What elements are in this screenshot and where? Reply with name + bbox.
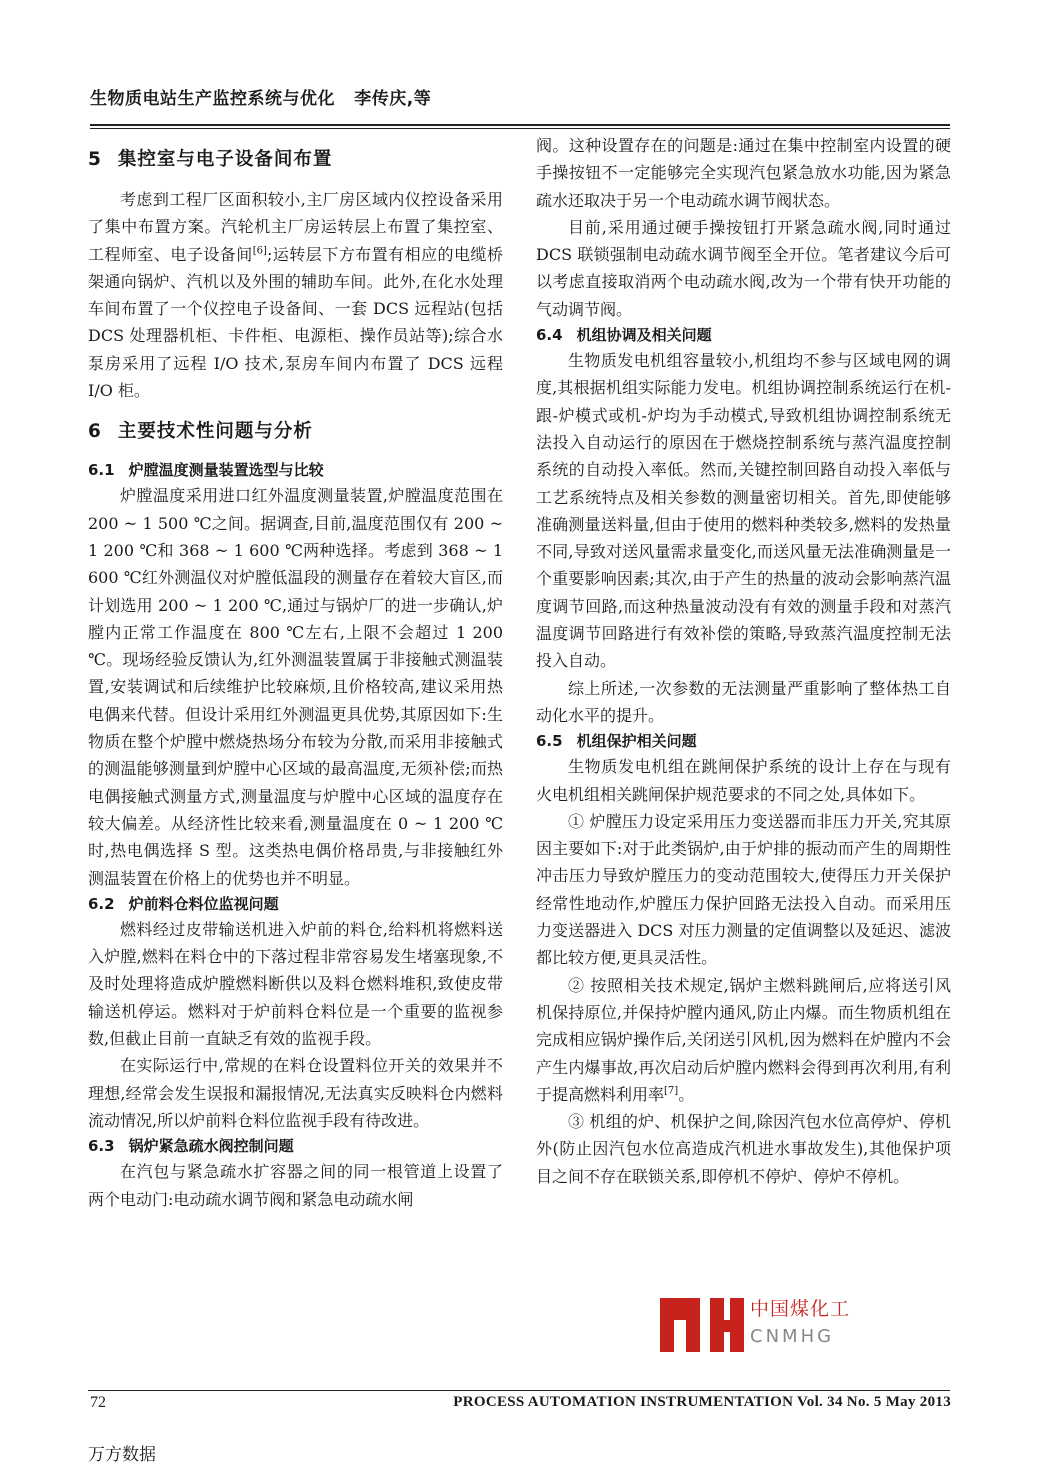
section-6-4-heading [536, 323, 951, 347]
citation-6: [6] [252, 245, 267, 257]
watermark-logo-bar-3 [686, 1298, 700, 1352]
paragraph-6-2-b: 在实际运行中,常规的在料仓设置料位开关的效果并不理想,经常会发生误报和漏报情况,无法真实反映料仓内燃料流动情况,所以炉前料仓料位监视手段有待改进。 [88, 1056, 503, 1130]
paragraph-5-a-text-1: 考虑到工程厂区面积较小,主厂房区域内仪控设备采用了集中布置方案。汽轮机主厂房运转层上布置了集控室、工程师室、电子设备间 [88, 190, 503, 264]
paragraph-6-1-a: 炉膛温度采用进口红外温度测量装置,炉膛温度范围在 200 ~ 1 500 ℃之间。据调查,目前,温度范围仅有 200 ~ 1 200 ℃和 368 ~ 1 600 ℃两种选择。考虑到 368 ~ 1 600 ℃红外测温仪对炉膛低温段的测量存在着较大盲区,而计划选用 200 ~ 1 200 ℃,通过与锅炉厂的进一步确认,炉膛内正常工作温度在 800 ℃左右,上限不会超过 1 200 ℃。现场经验反馈认为,红外测温装置属于非接触式测温装置,安装调试和后续维护比较麻烦,且价格较高,建议采用热电偶来代替。但设计采用红外测温更具优势,其原因如下:生物质在整个炉膛中燃烧热场分布较为分散,而采用非接触式的测温能够测量到炉膛中心区域的最高温度,无须补偿;而热电偶接触式测量方式,测量温度与炉膛中心区域的温度存在较大偏差。从经济性比较来看,测量温度在 0 ~ 1 200 ℃时,热电偶选择 S 型。这类热电偶价格昂贵,与非接触红外测温装置在价格上的优势也并不明显。 [88, 486, 503, 888]
paragraph-5-a [88, 186, 503, 404]
paragraph-6-5-a: 生物质发电机组在跳闸保护系统的设计上存在与现有火电机组相关跳闸保护规范要求的不同之处,具体如下。 [536, 757, 951, 804]
running-head [90, 84, 431, 109]
paragraph-6-2-a: 燃料经过皮带输送机进入炉前的料仓,给料机将燃料送入炉膛,燃料在料仓中的下落过程非常容易发生堵塞现象,不及时处理将造成炉膛燃料断供以及料仓燃料堆积,致使皮带输送机停运。燃料对于炉前料仓料位是一个重要的监视参数,但截止目前一直缺乏有效的监视手段。 [88, 919, 503, 1049]
paragraph-6-3-b: 阀。这种设置存在的问题是:通过在集中控制室内设置的硬手操按钮不一定能够完全实现汽包紧急放水功能,因为紧急疏水还取决于另一个电动疏水调节阀状态。 [536, 136, 951, 210]
watermark-logo-bar-6 [730, 1298, 744, 1352]
section-6-2-title: 炉前料仓料位监视问题 [128, 894, 279, 913]
section-6-1-heading [88, 458, 503, 482]
section-6-heading [88, 420, 503, 444]
section-6-5-title: 机组保护相关问题 [576, 732, 697, 751]
page-number: 72 [90, 1394, 106, 1411]
section-6-3-heading [88, 1134, 503, 1158]
journal-citation: PROCESS AUTOMATION INSTRUMENTATION Vol. 34 No. 5 May 2013 [453, 1394, 951, 1410]
running-head-title: 生物质电站生产监控系统与优化 [90, 89, 335, 109]
paragraph-6-5-d: ③ 机组的炉、机保护之间,除因汽包水位高停炉、停机外(防止因汽包水位高造成汽机进水事故发生),其他保护项目之间不存在联锁关系,即停机不停炉、停炉不停机。 [536, 1112, 951, 1186]
citation-7: [7] [664, 1085, 679, 1097]
watermark-logo-bar-2 [674, 1298, 688, 1320]
watermark-cn: 中国煤化工 [750, 1298, 851, 1320]
left-column [88, 132, 503, 1213]
paragraph-6-5-c [536, 972, 951, 1108]
watermark-en: CNMHG [750, 1326, 835, 1347]
paragraph-6-4-a: 生物质发电机组容量较小,机组均不参与区域电网的调度,其根据机组实际能力发电。机组协调控制系统运行在机-跟-炉模式或机-炉均为手动模式,导致机组协调控制系统无法投入自动运行的原因在于燃烧控制系统与蒸汽温度控制系统的自动投入率低。然而,关键控制回路自动投入率低与工艺系统特点及相关参数的测量密切相关。首先,即使能够准确测量送料量,但由于使用的燃料种类较多,燃料的发热量不同,导致对送风量需求量变化,而送风量无法准确测量是一个重要影响因素;其次,由于产生的热量的波动会影响蒸汽温度调节回路,而这种热量波动没有有效的测量手段和对蒸汽温度调节回路进行有效补偿的策略,导致蒸汽温度控制无法投入自动。 [536, 351, 951, 671]
section-6-1-number: 6.1 [88, 461, 115, 480]
right-column [536, 132, 951, 1190]
section-6-2-heading [88, 892, 503, 916]
paragraph-6-3-a: 在汽包与紧急疏水扩容器之间的同一根管道上设置了两个电动门:电动疏水调节阀和紧急电动疏水闸 [88, 1162, 503, 1209]
watermark-logo-icon [656, 1294, 746, 1356]
running-head-authors: 李传庆,等 [354, 89, 432, 109]
section-6-3-number: 6.3 [88, 1137, 115, 1156]
section-6-number: 6 [88, 421, 102, 443]
header-rule-thick [90, 124, 950, 126]
header-rule-thin [90, 128, 950, 129]
paragraph-6-5-c-text-2: 。 [678, 1084, 695, 1104]
paragraph-5-a-text-2: ;运转层下方布置有相应的电缆桥架通向锅炉、汽机以及外围的辅助车间。此外,在化水处理车间布置了一个仪控电子设备间、一套 DCS 远程站(包括 DCS 处理器机柜、卡件柜、电源柜、操作员站等);综合水泵房采用了远程 I/O 技术,泵房车间内布置了 DCS 远程 I/O 柜。 [88, 244, 503, 401]
watermark [652, 1292, 866, 1358]
paragraph-6-3-c: 目前,采用通过硬手操按钮打开紧急疏水阀,同时通过 DCS 联锁强制电动疏水调节阀至全开位。笔者建议今后可以考虑直接取消两个电动疏水阀,改为一个带有快开功能的气动调节阀。 [536, 217, 951, 319]
section-6-4-number: 6.4 [536, 326, 563, 345]
section-6-title: 主要技术性问题与分析 [117, 421, 313, 443]
paragraph-6-5-b: ① 炉膛压力设定采用压力变送器而非压力开关,究其原因主要如下:对于此类锅炉,由于炉排的振动而产生的周期性冲击压力导致炉膛压力的变动范围较大,使得压力开关保护经常性地动作,炉膛压力保护回路无法投入自动。而采用压力变送器进入 DCS 对压力测量的定值调整以及延迟、滤波都比较方便,更具灵活性。 [536, 811, 951, 968]
section-5-heading [88, 148, 503, 172]
section-6-3-title: 锅炉紧急疏水阀控制问题 [128, 1137, 294, 1156]
section-6-2-number: 6.2 [88, 894, 115, 913]
source-label: 万方数据 [88, 1445, 156, 1465]
section-6-4-title: 机组协调及相关问题 [576, 326, 712, 345]
section-6-1-title: 炉膛温度测量装置选型与比较 [128, 461, 324, 480]
section-5-number: 5 [88, 149, 102, 170]
section-6-5-number: 6.5 [536, 732, 563, 751]
paragraph-6-4-b: 综上所述,一次参数的无法测量严重影响了整体热工自动化水平的提升。 [536, 678, 951, 725]
paragraph-6-5-c-text-1: ② 按照相关技术规定,锅炉主燃料跳闸后,应将送引风机保持原位,并保持炉膛内通风,防止内爆。而生物质机组在完成相应锅炉操作后,关闭送引风机,因为燃料在炉膛内不会产生内爆事故,再次启动后炉膛内燃料会得到再次利用,有利于提高燃料利用率 [536, 975, 951, 1104]
watermark-logo-bar-1 [660, 1298, 674, 1352]
section-5-title: 集控室与电子设备间布置 [117, 149, 333, 170]
footer-rule [88, 1390, 950, 1391]
section-6-5-heading [536, 729, 951, 753]
